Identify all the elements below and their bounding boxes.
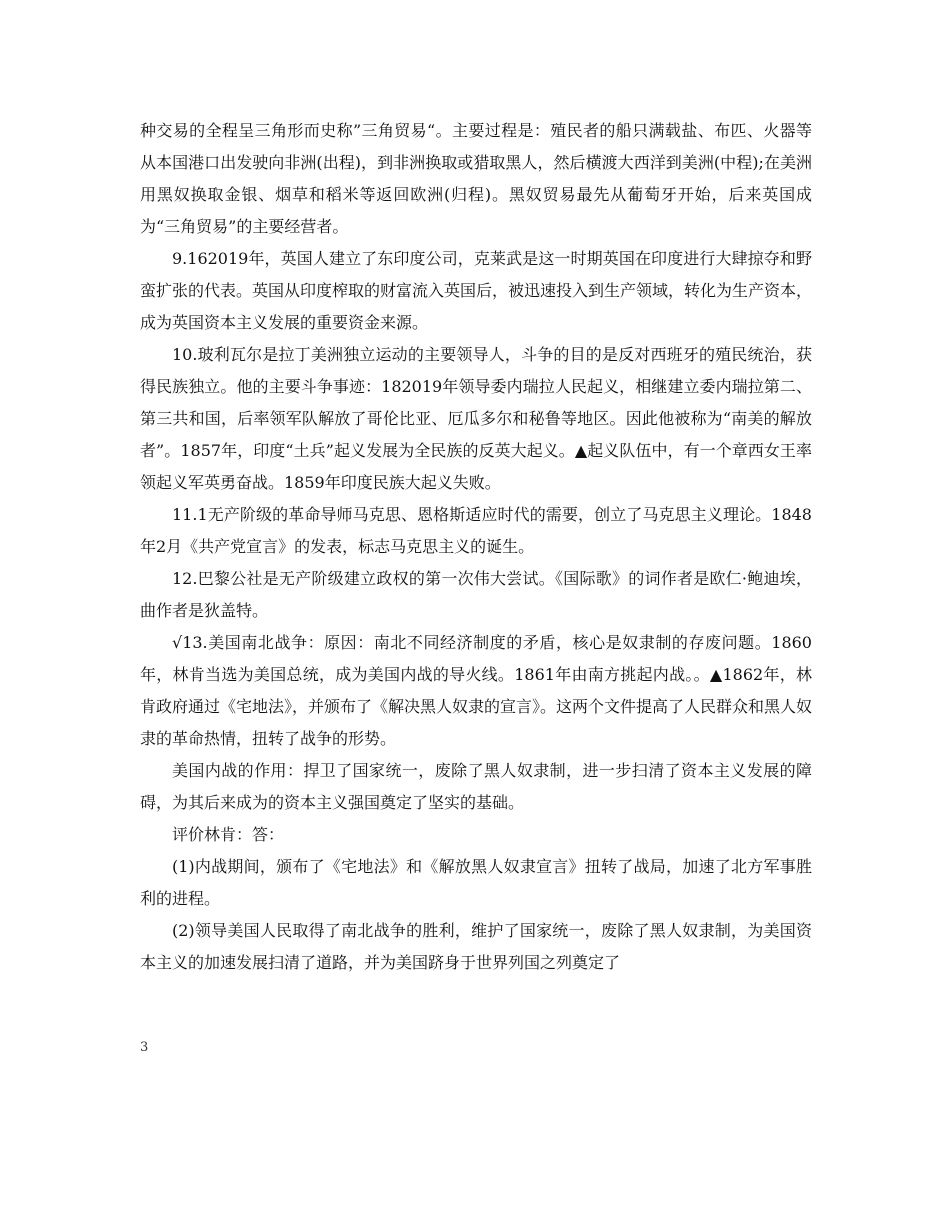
- paragraph-10: (2)领导美国人民取得了南北战争的胜利，维护了国家统一，废除了黑人奴隶制，为美国资本主义的加速发展扫清了道路，并为美国跻身于世界列国之列奠定了: [140, 921, 812, 972]
- paragraph-5: 12.巴黎公社是无产阶级建立政权的第一次伟大尝试。《国际歌》的词作者是欧仁·鲍迪埃，曲作者是狄盖特。: [140, 569, 812, 620]
- paragraph-8: 评价林肯：答：: [172, 825, 285, 844]
- paragraph-2: 9.162019年，英国人建立了东印度公司，克莱武是这一时期英国在印度进行大肆掠夺和野蛮扩张的代表。英国从印度榨取的财富流入英国后，被迅速投入到生产领域，转化为生产资本，成为英国资本主义发展的重要资金来源。: [140, 249, 813, 332]
- paragraph-4: 11.1无产阶级的革命导师马克思、恩格斯适应时代的需要，创立了马克思主义理论。1848年2月《共产党宣言》的发表，标志马克思主义的诞生。: [140, 505, 812, 556]
- paragraph-7: 美国内战的作用：捍卫了国家统一，废除了黑人奴隶制，进一步扫清了资本主义发展的障碍，为其后来成为的资本主义强国奠定了坚实的基础。: [140, 761, 812, 812]
- paragraph-3: 10.玻利瓦尔是拉丁美洲独立运动的主要领导人，斗争的目的是反对西班牙的殖民统治，获得民族独立。他的主要斗争事迹：182019年领导委内瑞拉人民起义，相继建立委内瑞拉第二、第三共和国，后率领军队解放了哥伦比亚、厄瓜多尔和秘鲁等地区。因此他被称为“南美的解放者”。1857年，印度“土兵”起义发展为全民族的反英大起义。▲起义队伍中，有一个章西女王率领起义军英勇奋战。1859年印度民族大起义失败。: [140, 345, 812, 492]
- paragraph-9: (1)内战期间，颁布了《宅地法》和《解放黑人奴隶宣言》扭转了战局，加速了北方军事胜利的进程。: [140, 857, 812, 908]
- page-number: 3: [140, 1040, 149, 1055]
- document-body: [140, 115, 812, 979]
- paragraph-1: 种交易的全程呈三角形而史称”三角贸易“。主要过程是：殖民者的船只满载盐、布匹、火器等从本国港口出发驶向非洲(出程)，到非洲换取或猎取黑人，然后横渡大西洋到美洲(中程);在美洲用黑奴换取金银、烟草和稻米等返回欧洲(归程)。黑奴贸易最先从葡萄牙开始，后来英国成为“三角贸易”的主要经营者。: [140, 121, 812, 236]
- paragraph-6: √13.美国南北战争：原因：南北不同经济制度的矛盾，核心是奴隶制的存废问题。1860年，林肯当选为美国总统，成为美国内战的导火线。1861年由南方挑起内战。。▲1862年，林肯政府通过《宅地法》，并颁布了《解决黑人奴隶的宣言》。这两个文件提高了人民群众和黑人奴隶的革命热情，扭转了战争的形势。: [140, 633, 813, 748]
